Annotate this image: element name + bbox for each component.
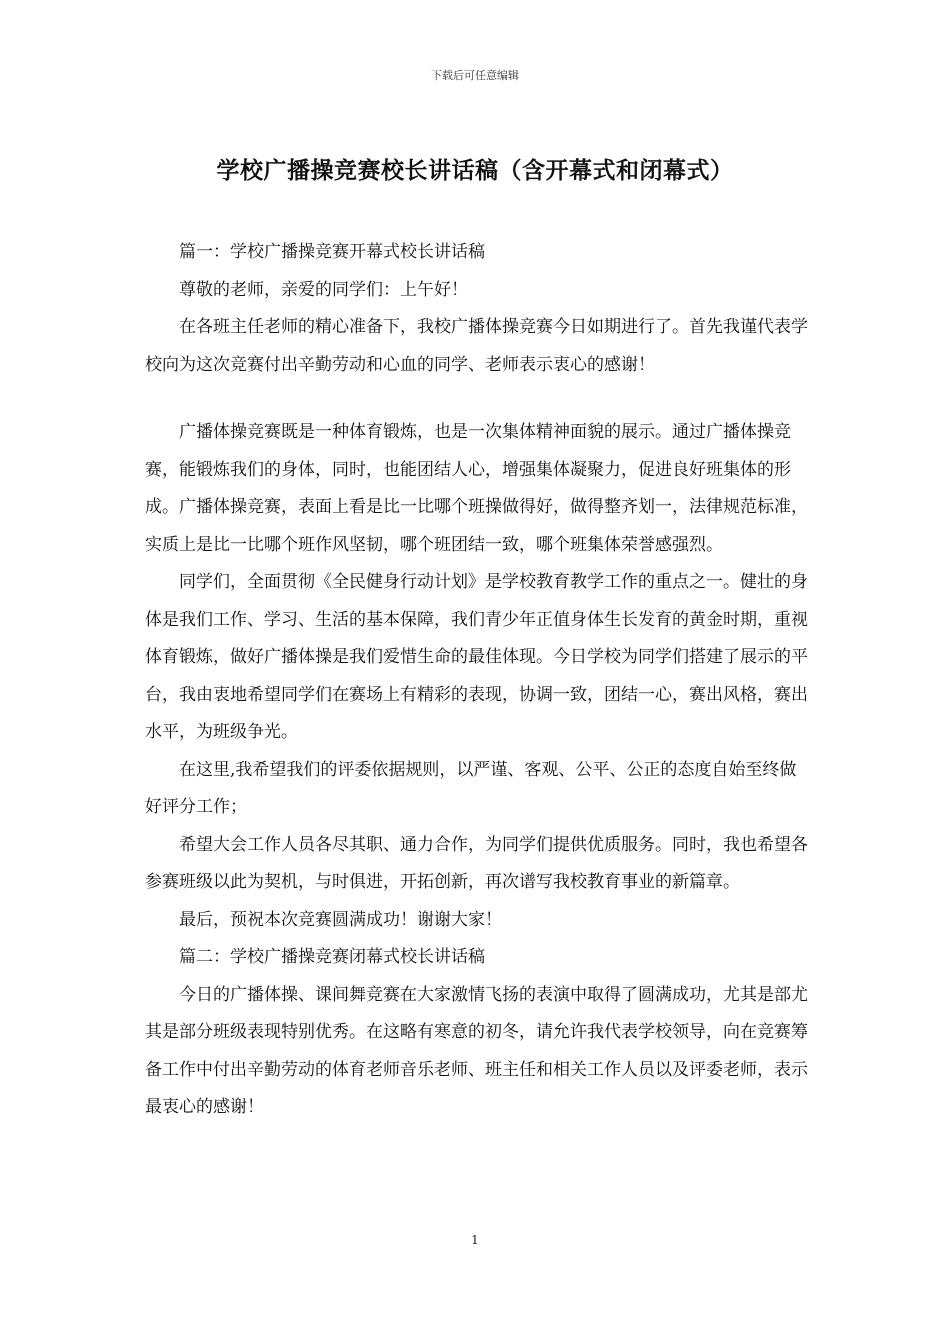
body-paragraph: 同学们，全面贯彻《全民健身行动计划》是学校教育教学工作的重点之一。健壮的身体是我们工作、学习、生活的基本保障，我们青少年正值身体生长发育的黄金时期，重视体育锻炼，做好广播体操是我们爱惜生命的最佳体现。今日学校为同学们搭建了展示的平台，我由衷地希望同学们在赛场上有精彩的表现，协调一致，团结一心，赛出风格，赛出水平，为班级争光。 [145, 572, 808, 742]
document-body [145, 234, 810, 1127]
paragraph-gap [145, 384, 810, 414]
section-heading-part-one: 篇一：学校广播操竞赛开幕式校长讲话稿 [179, 242, 485, 262]
body-paragraph: 在各班主任老师的精心准备下，我校广播体操竞赛今日如期进行了。首先我谨代表学校向为这次竞赛付出辛勤劳动和心血的同学、老师表示衷心的感谢！ [145, 317, 808, 375]
section-heading-part-two: 篇二：学校广播操竞赛闭幕式校长讲话稿 [179, 947, 485, 967]
body-paragraph: 广播体操竞赛既是一种体育锻炼，也是一次集体精神面貌的展示。通过广播体操竞赛，能锻炼我们的身体，同时，也能团结人心，增强集体凝聚力，促进良好班集体的形成。广播体操竞赛，表面上看是比一比哪个班操做得好，做得整齐划一，法律规范标准，实质上是比一比哪个班作风坚韧，哪个班团结一致，哪个班集体荣誉感强烈。 [145, 422, 808, 555]
page-number: 1 [471, 1233, 479, 1247]
body-paragraph: 希望大会工作人员各尽其职、通力合作，为同学们提供优质服务。同时，我也希望各参赛班级以此为契机，与时俱进，开拓创新，再次谱写我校教育事业的新篇章。 [145, 834, 808, 892]
body-paragraph: 在这里,我希望我们的评委依据规则，以严谨、客观、公平、公正的态度自始至终做好评分工作； [145, 759, 797, 817]
body-paragraph: 今日的广播体操、课间舞竞赛在大家激情飞扬的表演中取得了圆满成功，尤其是部尤其是部分班级表现特别优秀。在这略有寒意的初冬，请允许我代表学校领导，向在竞赛筹备工作中付出辛勤劳动的体育老师音乐老师、班主任和相关工作人员以及评委老师，表示最衷心的感谢！ [145, 984, 808, 1117]
closing-paragraph: 最后，预祝本次竞赛圆满成功！谢谢大家！ [179, 909, 502, 930]
document-title: 学校广播操竞赛校长讲话稿（含开幕式和闭幕式） [216, 157, 734, 184]
page-header-note: 下载后可任意编辑 [431, 69, 519, 82]
greeting-paragraph: 尊敬的老师，亲爱的同学们：上午好！ [179, 279, 468, 300]
